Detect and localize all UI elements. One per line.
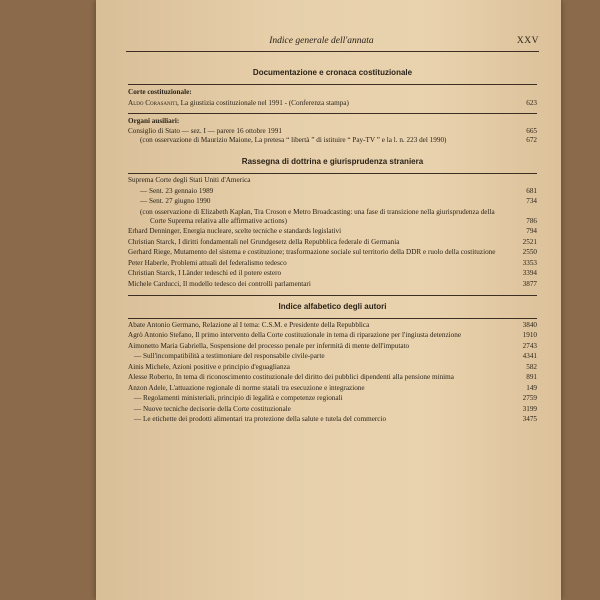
index-entry bbox=[128, 269, 537, 278]
entry-text: Agrò Antonio Stefano, Il primo intervento della Corte costituzionale in tema di riparazione per l'ingiusta detenzione bbox=[128, 331, 462, 339]
entry-text: (con osservazione di Maurizio Maione, La pretesa “ libertà ” di istituire “ Pay-TV ” e la l. n. 223 del 1990) bbox=[140, 136, 447, 144]
section-rule bbox=[128, 84, 537, 85]
index-entry bbox=[128, 238, 537, 247]
section-title: Documentazione e cronaca costituzionale bbox=[252, 68, 413, 77]
index-entry bbox=[128, 352, 537, 361]
entry-page: 3353 bbox=[522, 258, 537, 267]
running-header bbox=[126, 36, 539, 46]
entry-author: Aldo Corasaniti bbox=[128, 98, 178, 107]
index-entry bbox=[128, 127, 537, 136]
index-entry bbox=[128, 136, 537, 145]
index-entry bbox=[128, 227, 537, 236]
entry-page: 2521 bbox=[522, 237, 537, 246]
index-entry bbox=[128, 248, 537, 257]
index-entry bbox=[128, 321, 537, 330]
entry-page: 3840 bbox=[522, 320, 537, 329]
entry-text: Christian Starck, I diritti fondamentali nel Grundgesetz della Repubblica federale di Germania bbox=[128, 237, 400, 246]
entry-page: 786 bbox=[526, 216, 537, 225]
section-rule bbox=[128, 295, 537, 296]
section-rule bbox=[128, 318, 537, 319]
entry-text: , La giustizia costituzionale nel 1991 - (Conferenza stampa) bbox=[177, 98, 349, 107]
index-entry bbox=[128, 208, 537, 226]
header-page-number: XXV bbox=[516, 36, 539, 46]
entry-text: — Nuove tecniche decisorie della Corte costituzionale bbox=[134, 404, 291, 413]
entry-page: 3394 bbox=[522, 269, 537, 277]
section-title: Indice alfabetico degli autori bbox=[278, 301, 387, 311]
index-entry bbox=[128, 176, 537, 185]
entry-page: 582 bbox=[526, 362, 537, 371]
section-title: Rassegna di dottrina e giurisprudenza straniera bbox=[241, 157, 424, 166]
group-heading: Corte costituzionale: bbox=[128, 88, 192, 96]
index-entry bbox=[128, 363, 537, 372]
entry-page: 891 bbox=[526, 373, 537, 381]
entry-text: — Sent. 23 gennaio 1989 bbox=[140, 186, 214, 195]
entry-page: 734 bbox=[526, 197, 537, 205]
entry-text: Christian Starck, I Länder tedeschi ed il potere estero bbox=[128, 269, 282, 277]
entry-page: 2759 bbox=[522, 394, 537, 402]
index-entry bbox=[128, 280, 537, 289]
book-page bbox=[96, 0, 561, 600]
index-entry bbox=[128, 415, 537, 424]
group-rule bbox=[128, 113, 537, 114]
index-entry bbox=[128, 342, 537, 351]
entry-text: Alesse Roberto, In tema di riconoscimento costituzionale del diritto dei pubblici dipendenti alla pensione minima bbox=[128, 373, 454, 381]
entry-page: 2550 bbox=[522, 248, 537, 256]
entry-text: Suprema Corte degli Stati Uniti d'America bbox=[128, 176, 251, 184]
entry-page: 3475 bbox=[522, 415, 537, 423]
entry-text: Gerhard Riege, Mutamento del sistema e costituzione; trasformazione sociale sul territorio della DDR e ruolo della costituzione bbox=[128, 248, 496, 256]
entry-text: Peter Haberle, Problemi attuali del federalismo tedesco bbox=[128, 258, 287, 267]
entry-page: 665 bbox=[526, 127, 537, 135]
entry-page: 3877 bbox=[522, 279, 537, 288]
entry-text: (con osservazione di Elizabeth Kaplan, Tra Croson e Metro Broadcasting: una fase di transizione nella giurisprudenza della Corte Suprema relativa alle affirmative actions) bbox=[140, 207, 495, 225]
entry-text: — Sent. 27 giugno 1990 bbox=[140, 197, 211, 205]
entry-text: Erhard Denninger, Energia nucleare, scelte tecniche e standards legislativi bbox=[128, 227, 342, 235]
entry-text: — Regolamenti ministeriali, principio di legalità e competenze regionali bbox=[134, 394, 343, 402]
section-rule bbox=[128, 173, 537, 174]
entry-text: Consiglio di Stato — sez. I — parere 16 ottobre 1991 bbox=[128, 127, 282, 135]
header-rule bbox=[126, 51, 539, 52]
entry-text: Abate Antonio Germano, Relazione al I tema: C.S.M. e Presidente della Repubblica bbox=[128, 320, 370, 329]
header-title: Indice generale dell'annata bbox=[269, 36, 374, 46]
entry-text: — Le etichette dei prodotti alimentari tra protezione della salute e tutela del commercio bbox=[134, 415, 387, 423]
entry-page: 623 bbox=[526, 98, 537, 107]
entry-page: 794 bbox=[526, 227, 537, 235]
index-entry bbox=[128, 394, 537, 403]
section-entries bbox=[128, 176, 537, 289]
index-content bbox=[128, 62, 537, 424]
entry-page: 149 bbox=[526, 383, 537, 392]
entry-text: Ainis Michele, Azioni positive e principio d'eguaglianza bbox=[128, 362, 290, 371]
entry-page: 3199 bbox=[522, 404, 537, 413]
group-heading: Organi ausiliari: bbox=[128, 116, 180, 125]
index-entry bbox=[128, 373, 537, 382]
entry-page: 672 bbox=[526, 136, 537, 144]
entry-page: 681 bbox=[526, 186, 537, 195]
index-entry bbox=[128, 187, 537, 196]
index-entry bbox=[128, 405, 537, 414]
section-entries bbox=[128, 321, 537, 425]
entry-page: 1910 bbox=[522, 331, 537, 339]
index-entry bbox=[128, 259, 537, 268]
entry-text: Anzon Adele, L'attuazione regionale di norme statali tra esecuzione e integrazione bbox=[128, 383, 365, 392]
index-entry bbox=[128, 331, 537, 340]
index-entry bbox=[128, 197, 537, 206]
entry-text: Michele Carducci, Il modello tedesco dei controlli parlamentari bbox=[128, 279, 311, 288]
index-entry bbox=[128, 99, 537, 108]
entry-text: Aimonetto Maria Gabriella, Sospensione del processo penale per infermità di mente dell'imputato bbox=[128, 341, 410, 350]
entry-text: — Sull'incompatibilità a testimoniare del responsabile civile-parte bbox=[134, 352, 325, 360]
entry-page: 4341 bbox=[522, 352, 537, 360]
index-entry bbox=[128, 384, 537, 393]
entry-page: 2743 bbox=[522, 341, 537, 350]
